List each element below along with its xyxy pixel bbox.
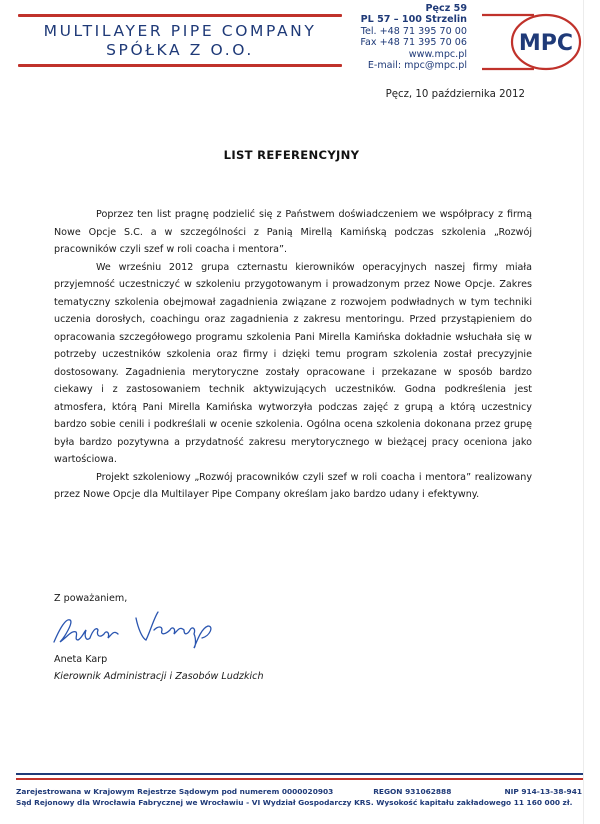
contact-block bbox=[360, 3, 467, 71]
footer-registration: Zarejestrowana w Krajowym Rejestrze Sądowym pod numerem 0000020903 bbox=[16, 787, 334, 796]
footer-rule-red bbox=[16, 778, 583, 780]
letter-body bbox=[54, 206, 532, 504]
contact-postal: PL 57 – 100 Strzelin bbox=[360, 14, 467, 26]
footer-registration-line bbox=[16, 787, 582, 796]
letter-date: Pęcz, 10 października 2012 bbox=[385, 89, 525, 100]
contact-street: Pęcz 59 bbox=[425, 3, 467, 14]
mpc-logo bbox=[482, 13, 582, 71]
footer-court-capital: Sąd Rejonowy dla Wrocławia Fabrycznej we Wrocławiu - VI Wydział Gospodarczy KRS. Wysokość kapitału zakładowego 11 160 000 zł. bbox=[16, 798, 573, 807]
footer-regon: REGON 931062888 bbox=[373, 787, 452, 796]
footer-rules bbox=[16, 773, 583, 780]
logo-text: MPC bbox=[518, 31, 574, 56]
paragraph-3: Projekt szkoleniowy „Rozwój pracowników czyli szef w roli coacha i mentora” realizowany przez Nowe Opcje dla Multilayer Pipe Company określam jako bardzo udany i efektywny. bbox=[54, 471, 532, 500]
company-name-block bbox=[18, 14, 342, 67]
company-name-line1: MULTILAYER PIPE COMPANY bbox=[43, 22, 317, 40]
signer-name: Aneta Karp bbox=[54, 654, 108, 665]
contact-www: www.mpc.pl bbox=[408, 48, 467, 60]
contact-email: E-mail: mpc@mpc.pl bbox=[367, 60, 467, 72]
closing-salutation: Z poważaniem, bbox=[54, 593, 128, 604]
letter-title: LIST REFERENCYJNY bbox=[223, 148, 360, 162]
handwritten-signature-icon bbox=[50, 608, 240, 650]
header-rule-bottom bbox=[18, 64, 342, 67]
footer-nip: NIP 914-13-38-941 bbox=[504, 787, 582, 796]
company-name bbox=[18, 17, 342, 64]
contact-fax: Fax +48 71 395 70 06 bbox=[360, 37, 467, 49]
company-name-line2: SPÓŁKA Z O.O. bbox=[106, 41, 254, 59]
paragraph-2: We wrześniu 2012 grupa czternastu kierowników operacyjnych naszej firmy miała przyjemność uczestniczyć w szkoleniu przygotowanym i prowadzonym przez Nowe Opcje. Zakres tematyczny szkolenia obejmował zagadnienia związane z rozwojem podwładnych w tym techniki uczenia dorosłych, coachingu oraz zagadnienia z zakresu mentoringu. Przed przystąpieniem do opracowania szczegółowego programu szkolenia Pani Mirella Kamińska dokładnie wsłuchała się w potrzeby uczestników szkolenia oraz firmy i dzięki temu program szkolenia został precyzyjnie dostosowany. Zagadnienia merytoryczne zostały opracowane i przekazane w sposób bardzo ciekawy i z zastosowaniem technik aktywizujących uczestników. Godna podkreślenia jest atmosfera, którą Pani Mirella Kamińska wytworzyła podczas zajęć z grupą a którą uczestnicy bardzo sobie cenili i podkreślali w ocenie szkolenia. Ogólna ocena szkolenia dokonana przez grupę była bardzo pozytywna a przydatność zakresu merytorycznego w bieżącej pracy oceniona jako wartościowa. bbox=[54, 261, 532, 465]
mpc-logo-icon bbox=[482, 13, 582, 71]
signer-role: Kierownik Administracji i Zasobów Ludzkich bbox=[54, 671, 264, 682]
contact-tel: Tel. +48 71 395 70 00 bbox=[360, 25, 467, 37]
paragraph-1: Poprzez ten list pragnę podzielić się z Państwem doświadczeniem we współpracy z firmą Nowe Opcje S.C. a w szczególności z Panią Mirellą Kamińską podczas szkolenia „Rozwój pracowników czyli szef w roli coacha i mentora”. bbox=[54, 209, 532, 255]
